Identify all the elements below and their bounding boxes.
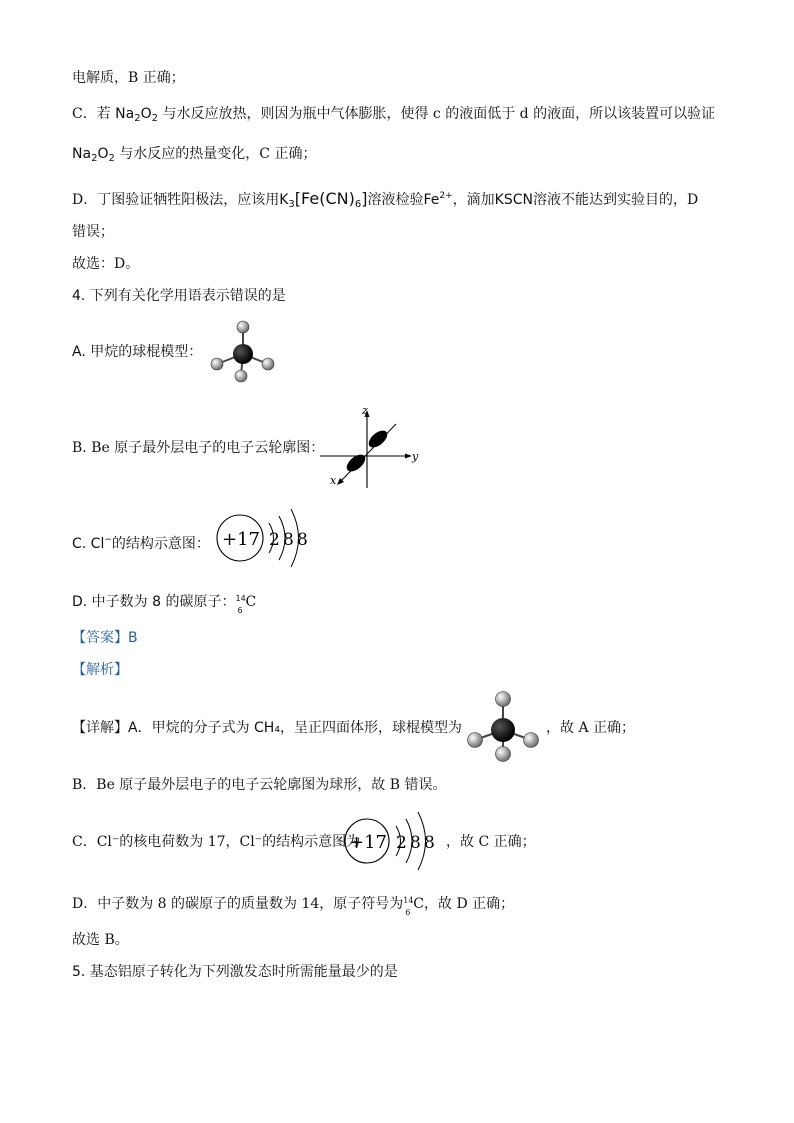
option-b: B. Be 原子最外层电子的电子云轮廓图： [72, 440, 325, 456]
question-5: 5. 基态铝原子转化为下列激发态时所需能量最少的是 [72, 964, 398, 980]
cl-ion-structure-diagram [211, 505, 321, 575]
svg-text:8: 8 [297, 530, 308, 550]
text-line: $Na_2O_2$ 与水反应的热量变化，C 正确； [72, 146, 317, 164]
detail-d: D．中子数为 8 的碳原子的质量数为 14，原子符号为 14 6 C，故 D 正确； [72, 896, 515, 917]
p-orbital-diagram [316, 400, 426, 492]
analysis-label: 【解析】 [72, 662, 128, 678]
option-a: A. 甲烷的球棍模型： [72, 344, 203, 360]
text-line: C．若 $Na_2O_2$ 与水反应放热，则因为瓶中气体膨胀，使得 c 的液面低于 d 的液面，所以该装置可以验证 [72, 106, 716, 124]
text-line: 错误； [72, 224, 114, 240]
question-4: 4. 下列有关化学用语表示错误的是 [72, 288, 286, 304]
text-line: 故选：D。 [72, 256, 140, 272]
svg-text:2: 2 [269, 530, 280, 550]
svg-text:z: z [362, 404, 368, 417]
svg-text:y: y [412, 450, 419, 463]
option-d: D. 中子数为 8 的碳原子： 14 6 C [72, 594, 257, 615]
carbon-isotope-symbol: 14 6 [235, 594, 246, 615]
text-line: 电解质，B 正确； [72, 70, 185, 86]
option-c: C. Cl−的结构示意图： [72, 535, 210, 552]
methane-model-icon [465, 688, 545, 768]
text-line: D．丁图验证牺牲阳极法，应该用$K_3[Fe(CN)_6]$溶液检验$Fe^{2+}$，滴加KSCN溶液不能达到实验目的，D [72, 189, 699, 210]
carbon-isotope-symbol: 14 6 [403, 896, 414, 917]
svg-text:8: 8 [410, 833, 421, 853]
detail-c: C．Cl⁻的核电荷数为 17，Cl⁻的结构示意图为 [72, 834, 361, 850]
detail-b: B．Be 原子最外层电子的电子云轮廓图为球形，故 B 错误。 [72, 777, 447, 793]
svg-text:x: x [330, 474, 337, 487]
detail-a-end: ，故 A 正确； [546, 720, 636, 736]
cl-ion-structure-diagram [340, 807, 446, 877]
svg-text:8: 8 [424, 833, 435, 853]
svg-text:2: 2 [396, 833, 407, 853]
svg-text:+17: +17 [349, 832, 387, 853]
selection-line: 故选 B。 [72, 932, 129, 948]
detail-a: 【详解】A．甲烷的分子式为 CH₄，呈正四面体形，球棍模型为 [72, 720, 462, 736]
answer-label: 【答案】B [72, 630, 138, 646]
svg-text:8: 8 [283, 530, 294, 550]
methane-model-icon [205, 318, 285, 384]
detail-c-end: ，故 C 正确； [446, 834, 536, 850]
svg-text:+17: +17 [222, 529, 260, 550]
